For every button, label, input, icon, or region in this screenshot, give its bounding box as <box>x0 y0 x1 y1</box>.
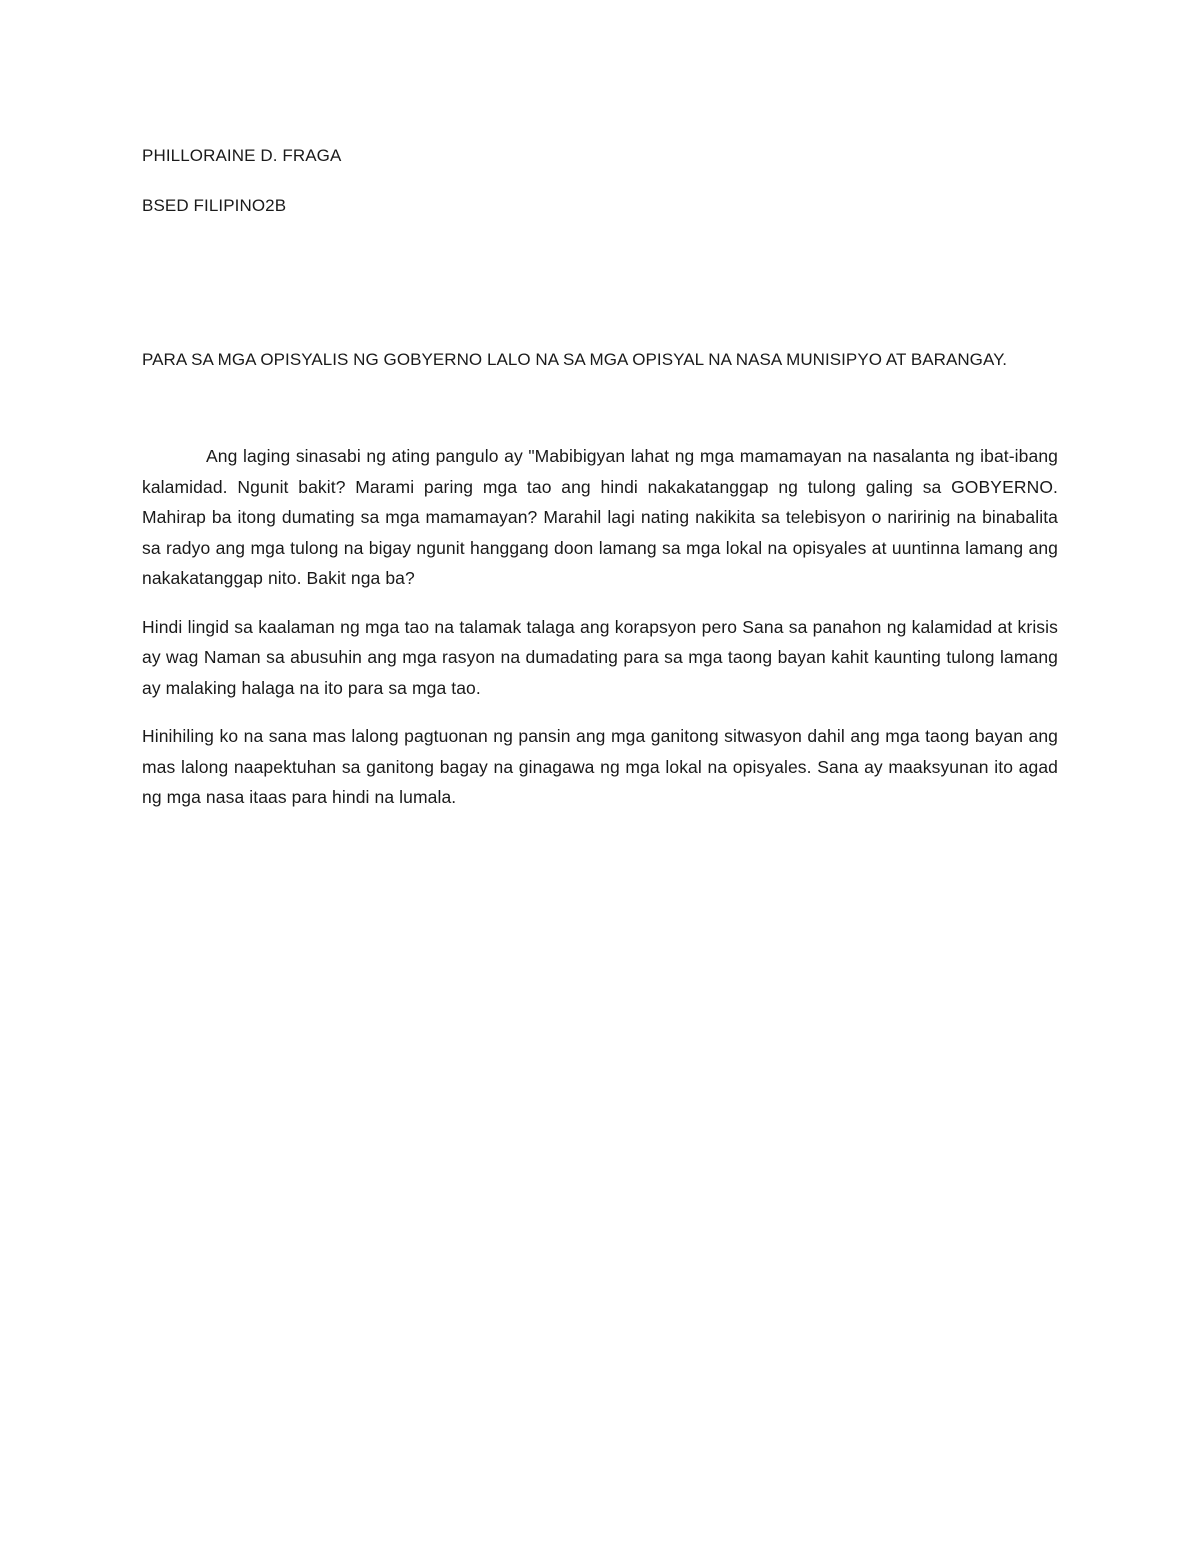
letter-body <box>142 441 1058 831</box>
course-section: BSED FILIPINO2B <box>142 196 287 215</box>
body-paragraph-1: Ang laging sinasabi ng ating pangulo ay "Mabibigyan lahat ng mga mamamayan na nasalanta ng ibat-ibang kalamidad. Ngunit bakit? Marami paring mga tao ang hindi nakakatanggap ng tulong galing sa GOBYERNO. Mahirap ba itong dumating sa mga mamamayan? Marahil lagi nating nakikita sa telebisyon o naririnig na binabalita sa radyo ang mga tulong na bigay ngunit hanggang doon lamang sa mga lokal na opisyales at uuntinna lamang ang nakakatanggap nito. Bakit nga ba? <box>142 446 1058 588</box>
author-name: PHILLORAINE D. FRAGA <box>142 146 342 165</box>
letter-recipient-heading: PARA SA MGA OPISYALIS NG GOBYERNO LALO NA SA MGA OPISYAL NA NASA MUNISIPYO AT BARANGAY. <box>142 350 1008 369</box>
body-paragraph-2: Hindi lingid sa kaalaman ng mga tao na talamak talaga ang korapsyon pero Sana sa panahon ng kalamidad at krisis ay wag Naman sa abusuhin ang mga rasyon na dumadating para sa mga taong bayan kahit kaunting tulong lamang ay malaking halaga na ito para sa mga tao. <box>142 616 1058 698</box>
body-paragraph-3: Hinihiling ko na sana mas lalong pagtuonan ng pansin ang mga ganitong sitwasyon dahil ang mga taong bayan ang mas lalong naapektuhan sa ganitong bagay na ginagawa ng mga lokal na opisyales. Sana ay maaksyunan ito agad ng mga nasa itaas para hindi na lumala. <box>142 726 1058 807</box>
